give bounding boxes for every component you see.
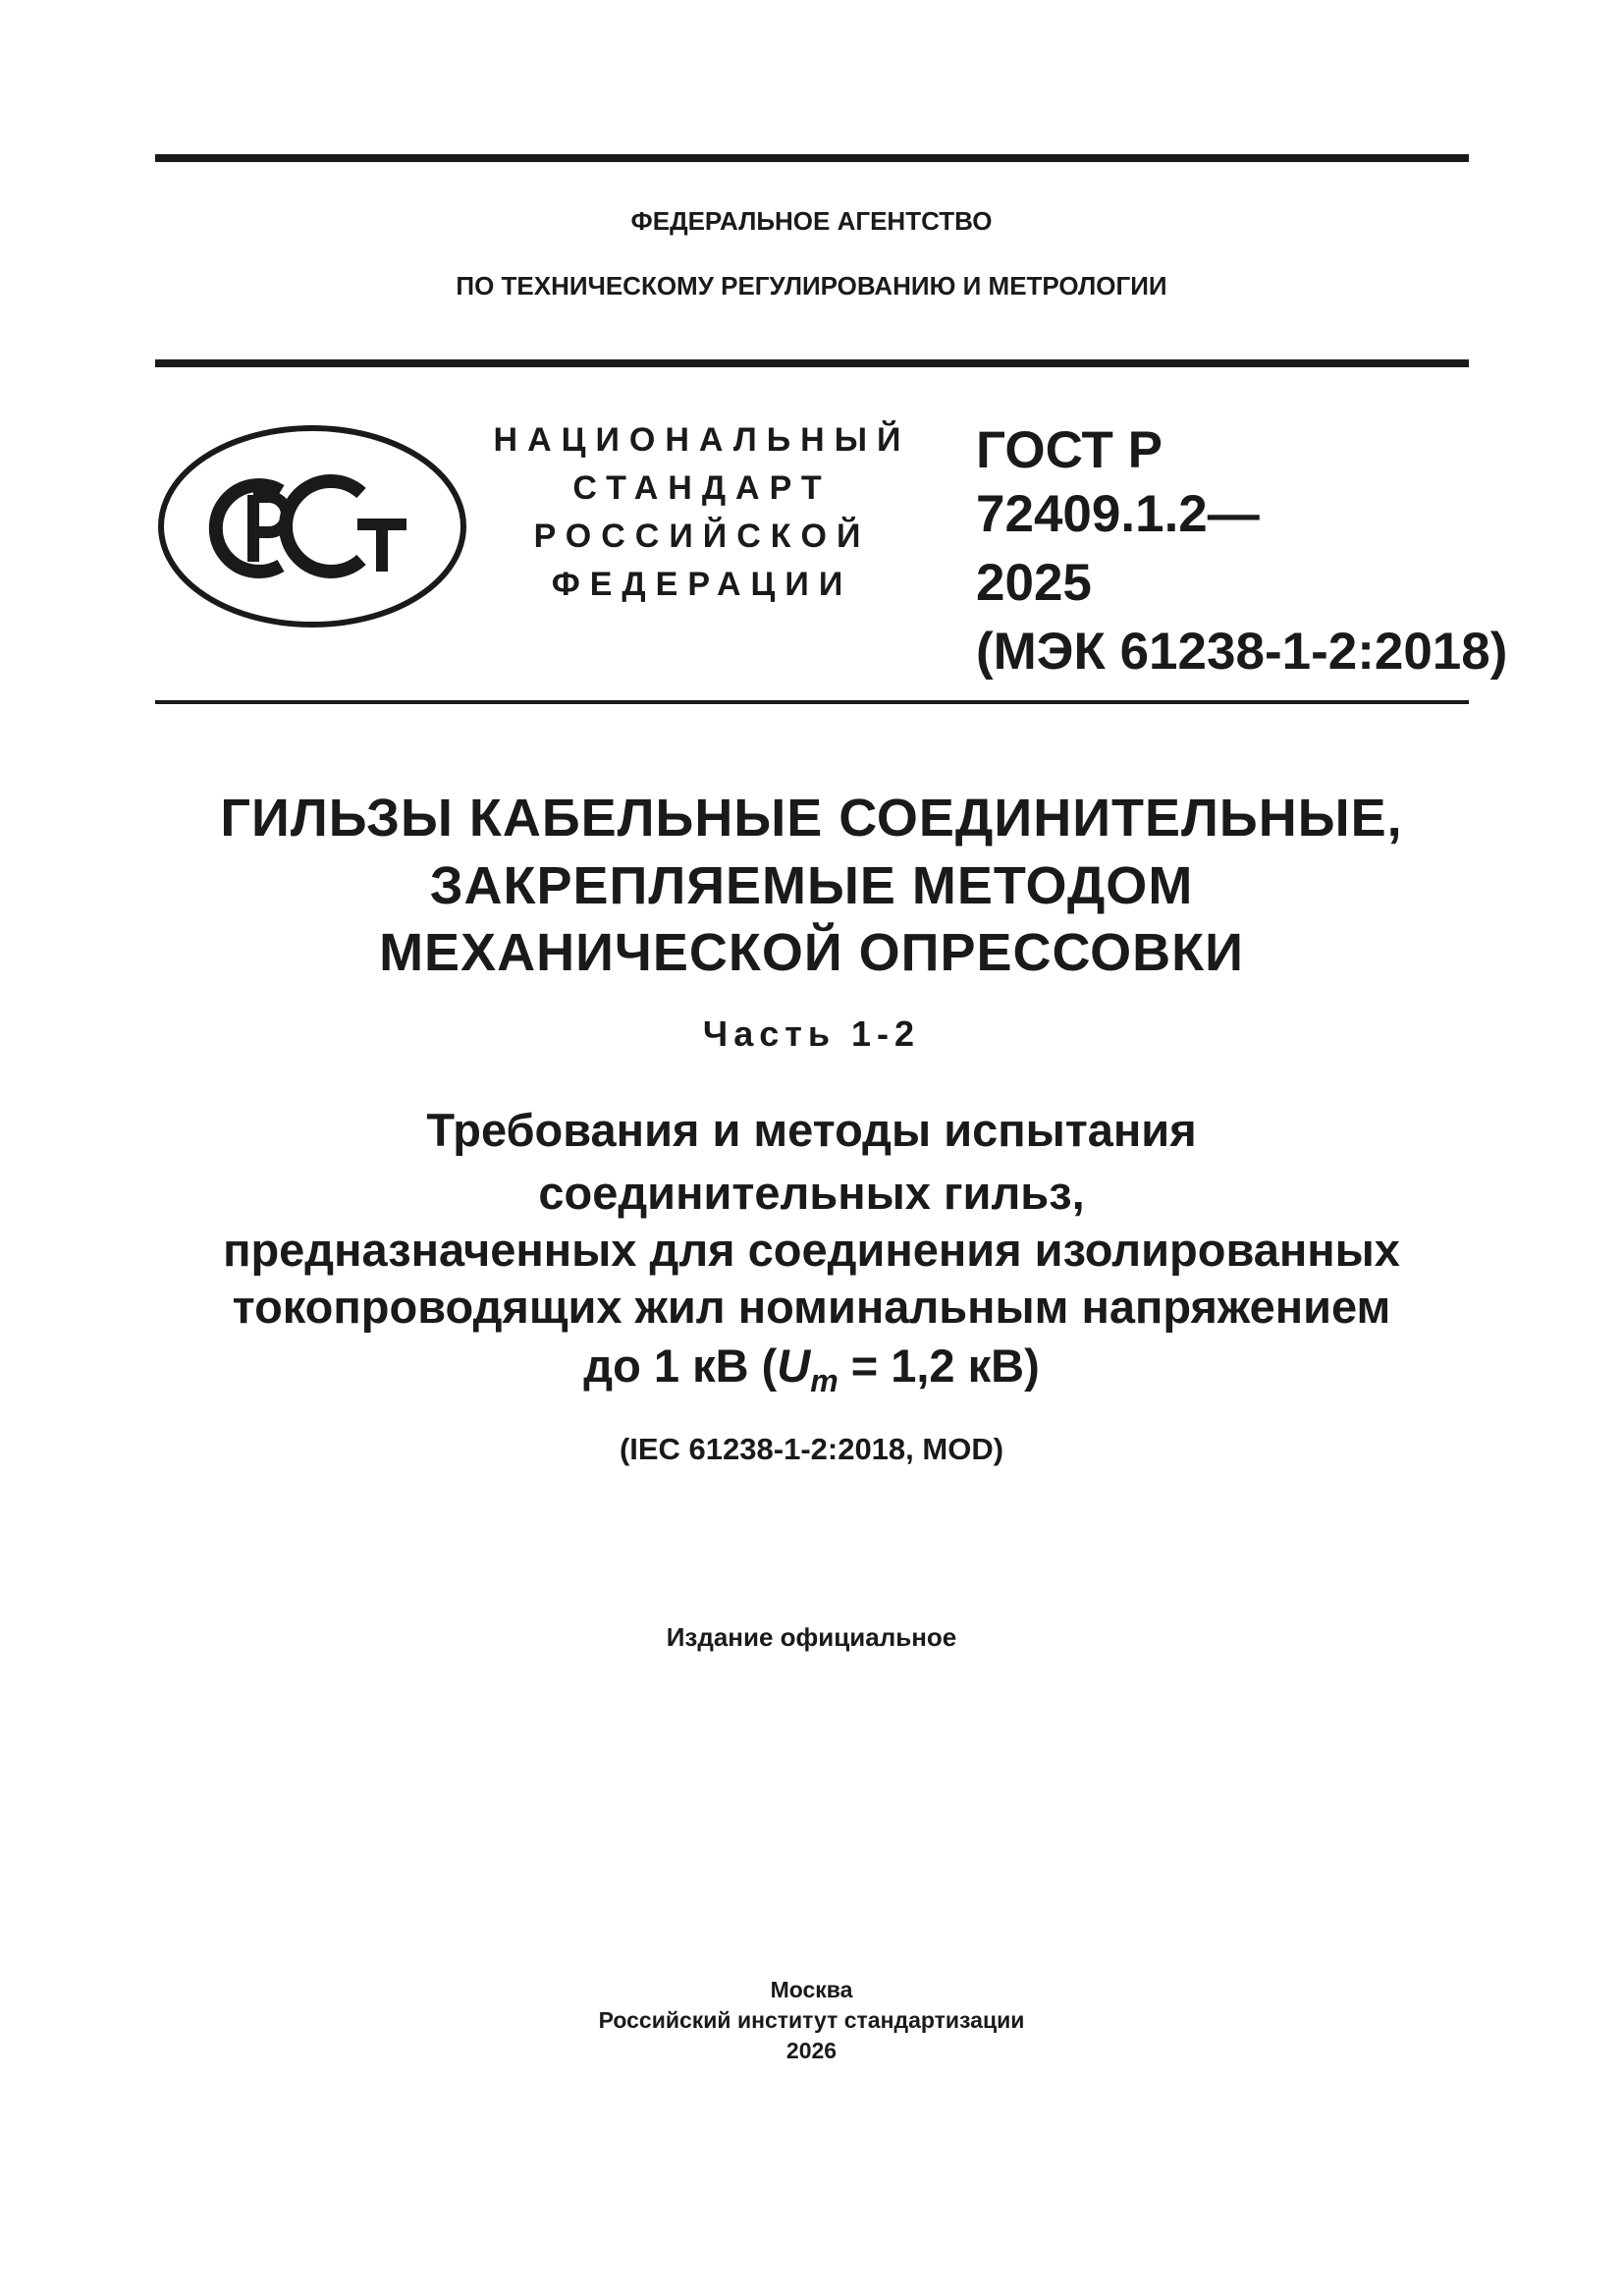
gost-designation-line-3: 2025 bbox=[976, 554, 1092, 612]
national-standard-line-3: РОССИЙСКОЙ bbox=[533, 518, 871, 555]
top-rule bbox=[155, 154, 1469, 162]
edition-label: Издание официальное bbox=[666, 1622, 957, 1652]
national-standard-line-4: ФЕДЕРАЦИИ bbox=[551, 566, 853, 603]
agency-bottom-rule bbox=[155, 359, 1469, 367]
subtitle-line-4: токопроводящих жил номинальным напряжением bbox=[232, 1281, 1391, 1333]
title-line-1: ГИЛЬЗЫ КАБЕЛЬНЫЕ СОЕДИНИТЕЛЬНЫЕ, bbox=[220, 789, 1403, 847]
um-subscript: m bbox=[810, 1363, 839, 1398]
publisher-city: Москва bbox=[770, 1977, 853, 2002]
title-line-2: ЗАКРЕПЛЯЕМЫЕ МЕТОДОМ bbox=[429, 856, 1194, 915]
national-standard-line-1: НАЦИОНАЛЬНЫЙ bbox=[493, 421, 911, 459]
gost-designation-line-2: 72409.1.2— bbox=[976, 485, 1260, 543]
publisher-year: 2026 bbox=[785, 2038, 838, 2063]
subtitle-line-5-prefix: до 1 кВ ( bbox=[583, 1339, 778, 1392]
um-letter: U bbox=[777, 1339, 811, 1392]
subtitle-line-5 bbox=[0, 1338, 1623, 1409]
agency-line-1: ФЕДЕРАЛЬНОЕ АГЕНТСТВО bbox=[630, 206, 993, 236]
title-line-3: МЕХАНИЧЕСКОЙ ОПРЕССОВКИ bbox=[379, 923, 1244, 982]
gost-designation-line-4: (МЭК 61238-1-2:2018) bbox=[976, 623, 1508, 681]
iec-mod-reference: (IEC 61238-1-2:2018, MOD) bbox=[619, 1432, 1004, 1466]
designation-bottom-rule bbox=[155, 700, 1469, 704]
gost-designation-line-1: ГОСТ Р bbox=[976, 421, 1163, 479]
agency-line-2: ПО ТЕХНИЧЕСКОМУ РЕГУЛИРОВАНИЮ И МЕТРОЛОГИИ bbox=[456, 271, 1167, 301]
part-label: Часть 1-2 bbox=[702, 1013, 921, 1054]
subtitle-line-5-suffix: = 1,2 кВ) bbox=[838, 1339, 1040, 1392]
subtitle-line-3: предназначенных для соединения изолированных bbox=[223, 1224, 1400, 1276]
subtitle-line-2: соединительных гильз, bbox=[538, 1167, 1085, 1219]
rst-logo-icon bbox=[155, 422, 469, 630]
subtitle-line-1: Требования и методы испытания bbox=[426, 1104, 1197, 1156]
um-symbol bbox=[777, 1339, 839, 1398]
publisher-institute: Российский институт стандартизации bbox=[598, 2007, 1025, 2033]
national-standard-line-2: СТАНДАРТ bbox=[572, 469, 832, 507]
